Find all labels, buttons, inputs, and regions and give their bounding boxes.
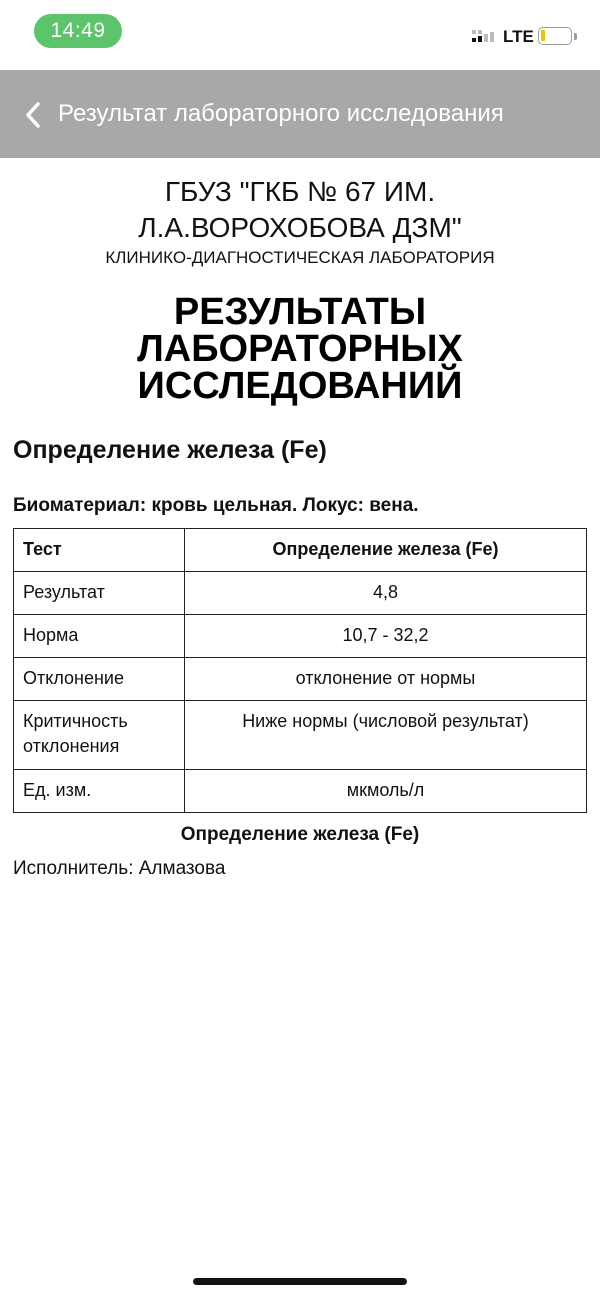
nav-title: Результат лабораторного исследования [58, 100, 504, 127]
row-value: мкмоль/л [185, 770, 587, 813]
row-value: 4,8 [185, 572, 587, 615]
battery-level [541, 30, 545, 41]
test-name: Определение железа (Fe) [13, 436, 327, 464]
row-value: отклонение от нормы [185, 658, 587, 701]
organization-name [0, 174, 600, 246]
nav-bar [0, 70, 600, 158]
row-value: 10,7 - 32,2 [185, 615, 587, 658]
lab-name: КЛИНИКО-ДИАГНОСТИЧЕСКАЯ ЛАБОРАТОРИЯ [105, 248, 495, 267]
row-key: Отклонение [14, 658, 185, 701]
page-title [0, 291, 600, 407]
table-row [14, 572, 587, 615]
org-line-2: Л.А.ВОРОХОБОВА ДЗМ" [138, 212, 462, 243]
table-row [14, 770, 587, 813]
title-line-3: ИССЛЕДОВАНИЙ [137, 365, 463, 407]
table-header-row [14, 529, 587, 572]
footer-test-name: Определение железа (Fe) [180, 824, 420, 845]
chevron-left-icon [16, 92, 52, 136]
battery-icon [538, 27, 572, 45]
row-key [14, 701, 185, 770]
row-key: Ед. изм. [14, 770, 185, 813]
title-line-1: РЕЗУЛЬТАТЫ [173, 291, 427, 333]
org-line-1: ГБУЗ "ГКБ № 67 ИМ. [164, 176, 436, 207]
row-key-line-1: Критичность [23, 711, 128, 731]
executor: Исполнитель: Алмазова [13, 858, 226, 879]
row-key-line-2: отклонения [23, 736, 120, 756]
battery-tip [574, 33, 577, 40]
network-type: LTE [503, 27, 534, 46]
table-row [14, 615, 587, 658]
row-key: Результат [14, 572, 185, 615]
header-value: Определение железа (Fe) [185, 529, 587, 572]
biomaterial-info: Биоматериал: кровь цельная. Локус: вена. [13, 495, 419, 516]
header-key: Тест [14, 529, 185, 572]
title-line-2: ЛАБОРАТОРНЫХ [137, 328, 463, 370]
status-bar [0, 0, 600, 70]
status-time: 14:49 [34, 14, 122, 48]
row-value: Ниже нормы (числовой результат) [185, 701, 587, 770]
results-table [13, 528, 587, 813]
row-key: Норма [14, 615, 185, 658]
signal-icon [472, 30, 496, 46]
back-button[interactable] [16, 92, 52, 136]
table-row [14, 658, 587, 701]
home-indicator[interactable] [193, 1278, 407, 1285]
table-row [14, 701, 587, 770]
